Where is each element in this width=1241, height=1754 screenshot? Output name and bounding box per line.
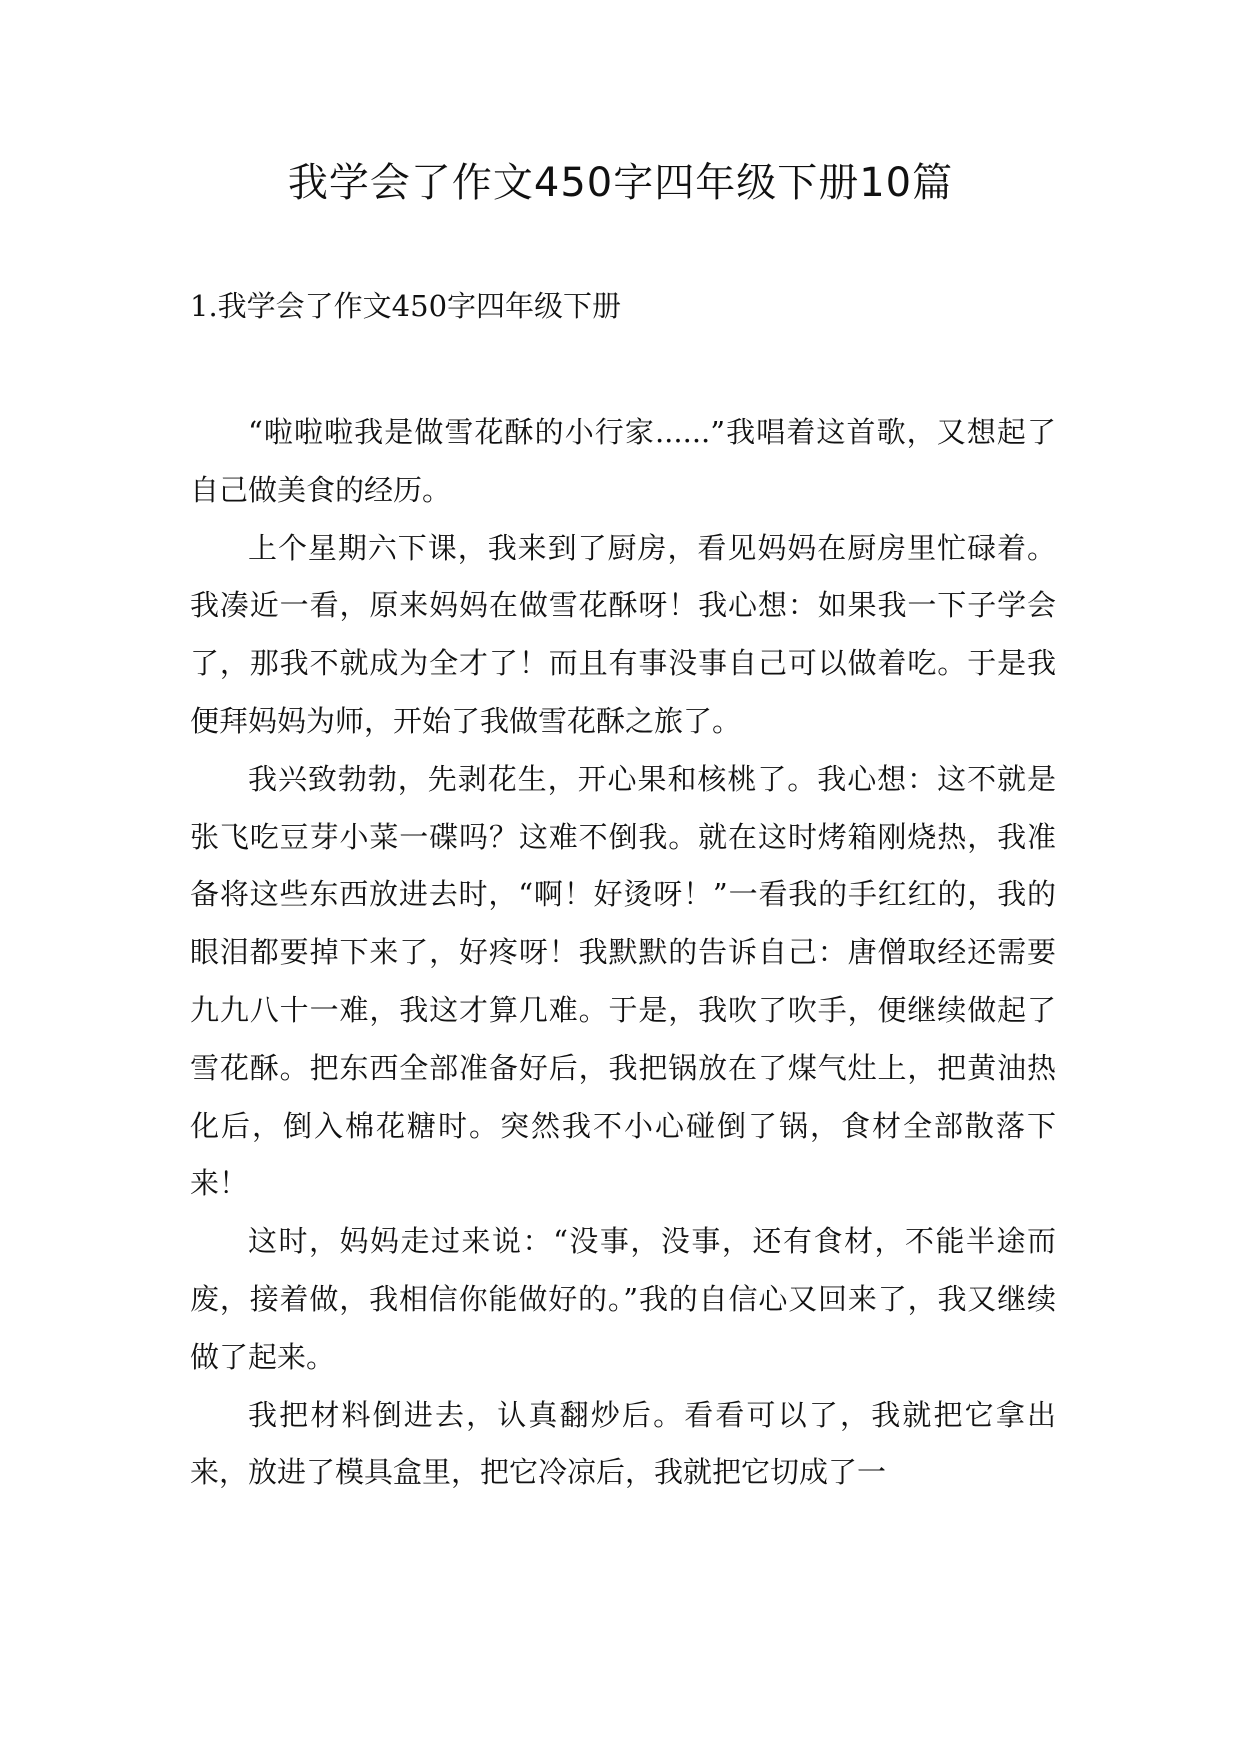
essay-body <box>190 404 1056 1502</box>
paragraph: 上个星期六下课，我来到了厨房，看见妈妈在厨房里忙碌着。我凑近一看，原来妈妈在做雪花酥呀！我心想：如果我一下子学会了，那我不就成为全才了！而且有事没事自己可以做着吃。于是我便拜妈妈为师，开始了我做雪花酥之旅了。 <box>190 530 1056 738</box>
paragraph: 我把材料倒进去，认真翻炒后。看看可以了，我就把它拿出来，放进了模具盒里，把它冷凉后，我就把它切成了一 <box>190 1397 1056 1490</box>
document-title: 我学会了作文450字四年级下册10篇 <box>287 160 954 206</box>
section-heading: 1.我学会了作文450字四年级下册 <box>190 289 622 323</box>
paragraph: 这时，妈妈走过来说：“没事，没事，还有食材，不能半途而废，接着做，我相信你能做好的。”我的自信心又回来了，我又继续做了起来。 <box>190 1224 1056 1374</box>
paragraph: 我兴致勃勃，先剥花生，开心果和核桃了。我心想：这不就是张飞吃豆芽小菜一碟吗？这难不倒我。就在这时烤箱刚烧热，我准备将这些东西放进去时，“啊！好烫呀！”一看我的手红红的，我的眼泪都要掉下来了，好疼呀！我默默的告诉自己：唐僧取经还需要九九八十一难，我这才算几难。于是，我吹了吹手，便继续做起了雪花酥。把东西全部准备好后，我把锅放在了煤气灶上，把黄油热化后，倒入棉花糖时。突然我不小心碰倒了锅，食材全部散落下来！ <box>190 761 1056 1201</box>
paragraph: “啦啦啦我是做雪花酥的小行家......”我唱着这首歌，又想起了自己做美食的经历。 <box>190 415 1056 507</box>
